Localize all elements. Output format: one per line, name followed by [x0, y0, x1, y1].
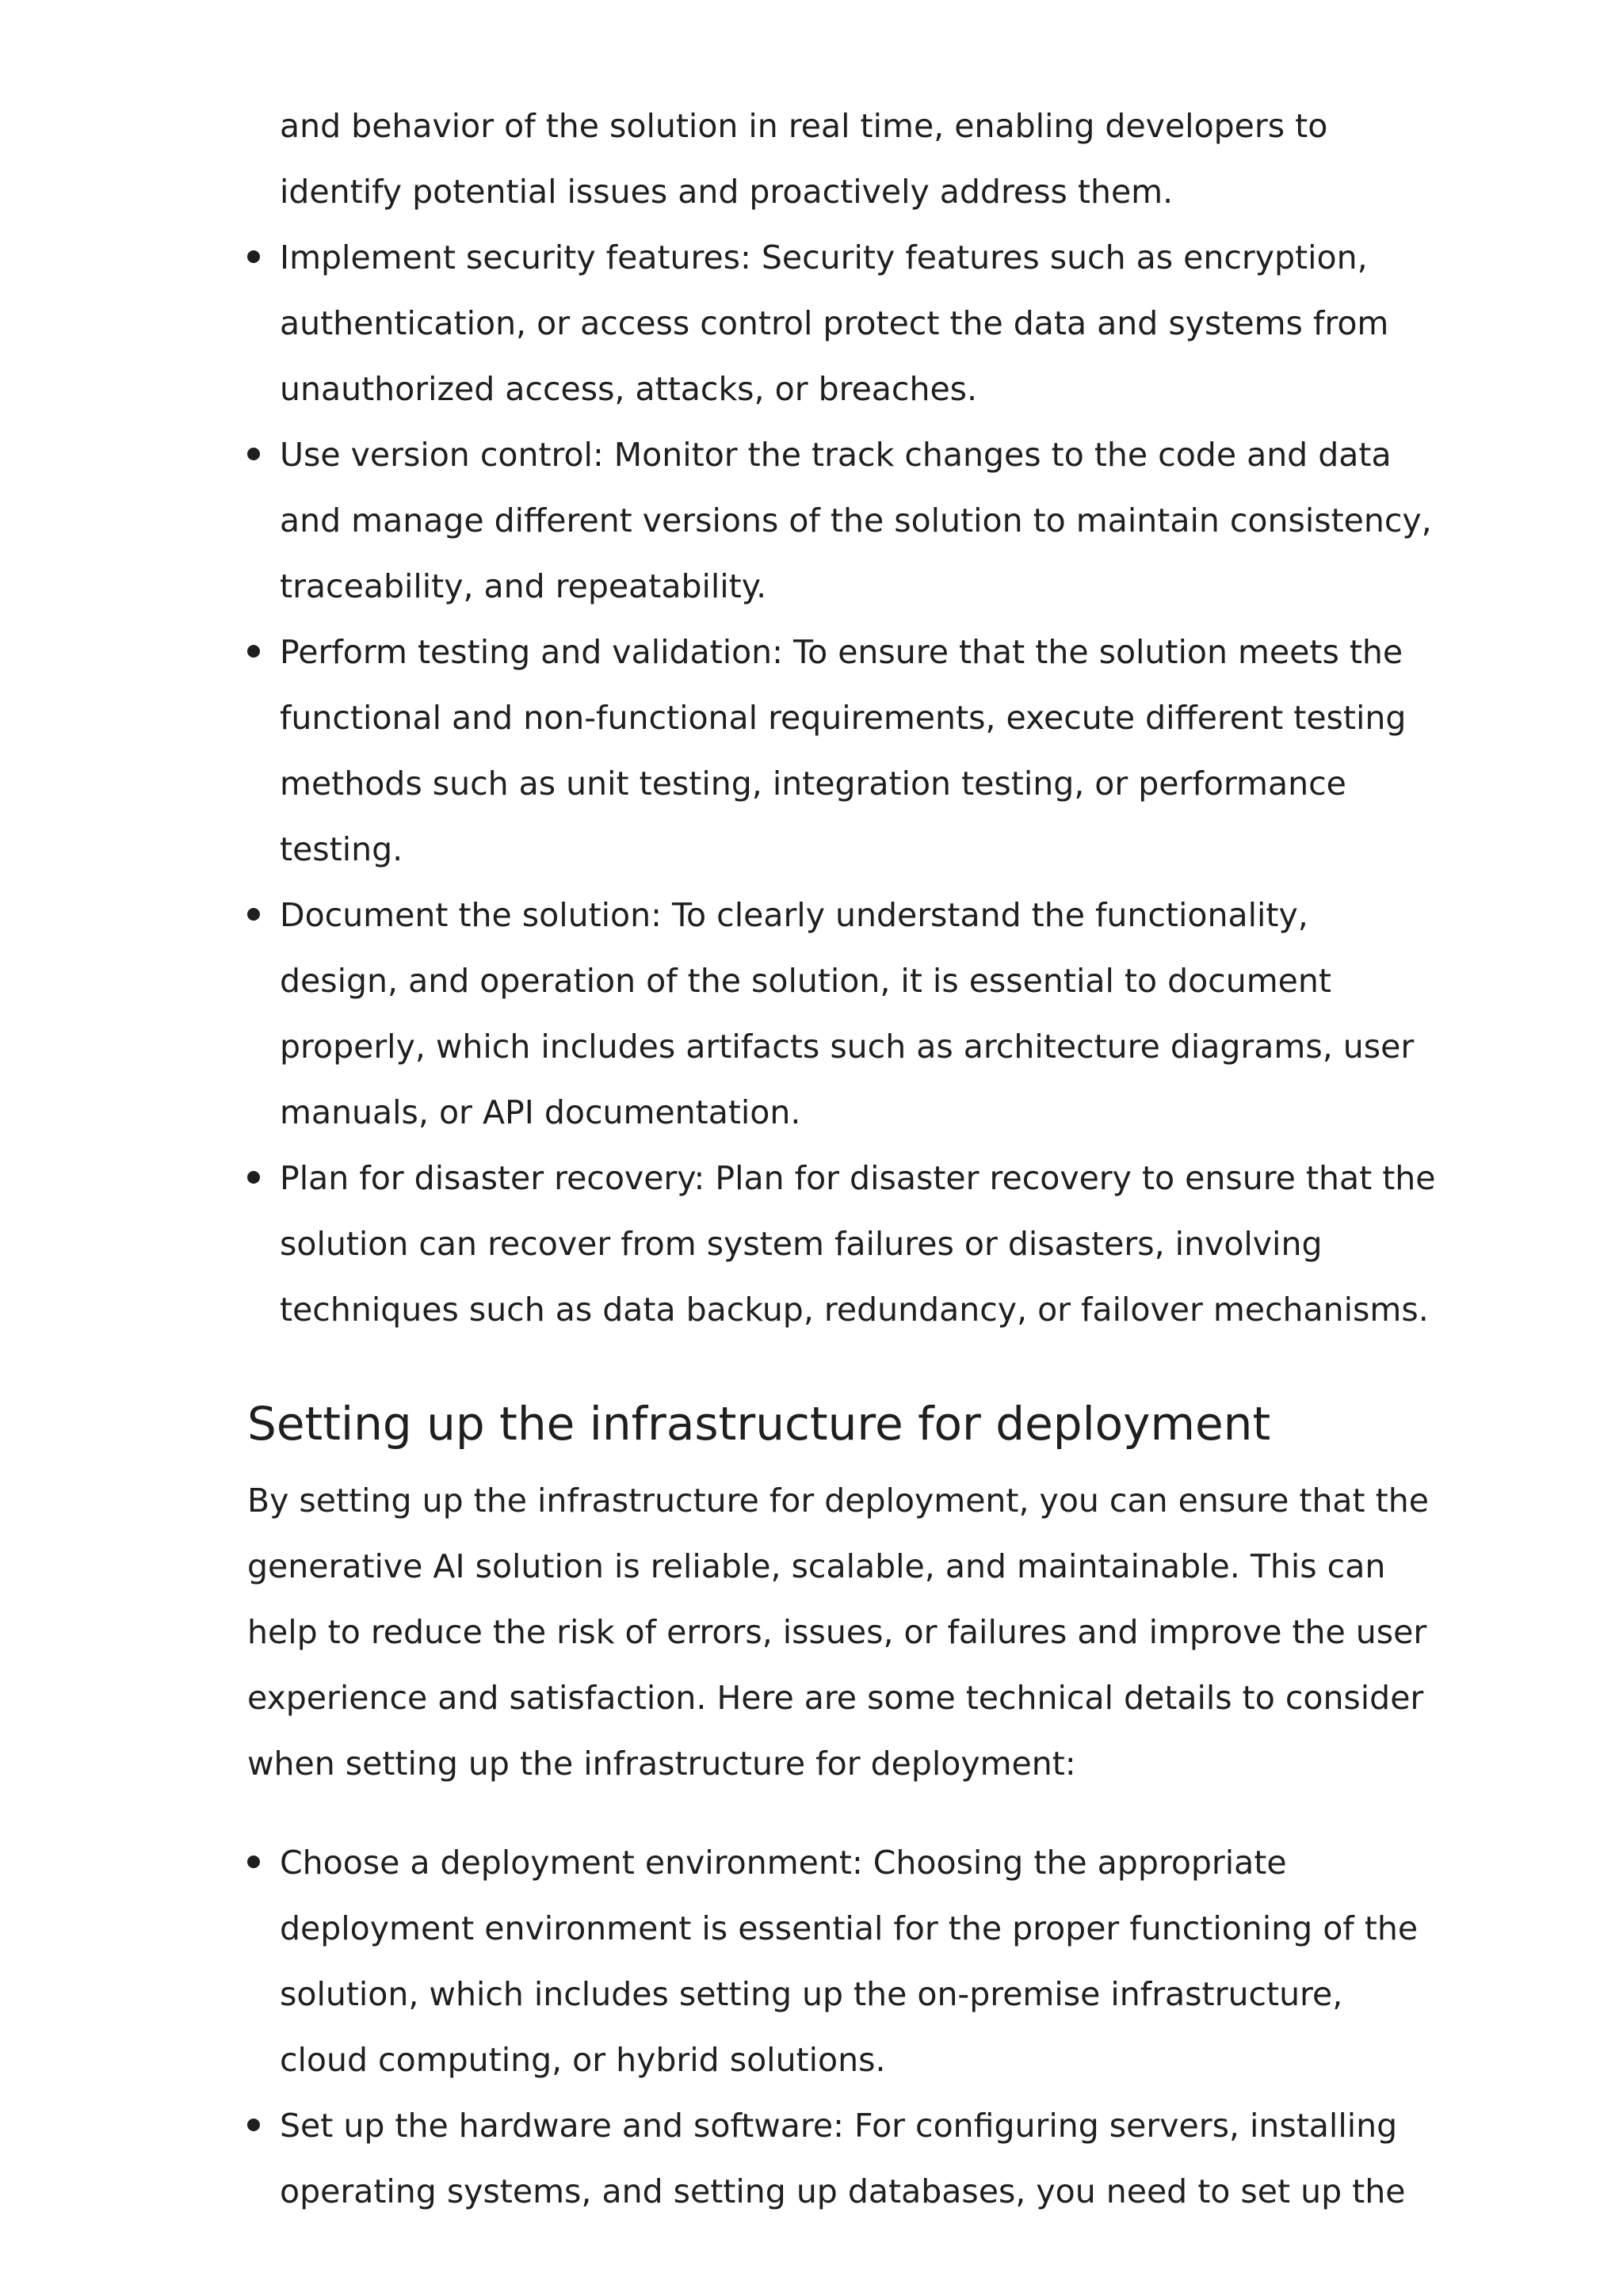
section-heading: Setting up the infrastructure for deployment: [247, 1397, 1271, 1451]
bullet-list-top: [247, 93, 1436, 1343]
bullet-dot: [247, 250, 260, 263]
bullet-dot: [247, 2119, 260, 2131]
list-item: [247, 1146, 1436, 1343]
bullet-dot: [247, 645, 260, 658]
list-item: [247, 883, 1436, 1146]
list-item-text: Use version control: Monitor the track changes to the code and data and manage different versions of the solution to maintain consistency, traceability, and repeatability.: [280, 436, 1432, 605]
list-item-text: Perform testing and validation: To ensure that the solution meets the functional and non-functional requirements, execute different testing methods such as unit testing, integration testing, or performance testing.: [280, 633, 1407, 868]
section-intro-paragraph: By setting up the infrastructure for deployment, you can ensure that the generative AI solution is reliable, scalable, and maintainable. This can help to reduce the risk of errors, issues, or failures and improve the user experience and satisfaction. Here are some technical details to consider when setting up the infrastructure for deployment:: [247, 1482, 1429, 1783]
list-item: [247, 2093, 1436, 2225]
bullet-dot: [247, 1171, 260, 1184]
list-item-text: Plan for disaster recovery: Plan for disaster recovery to ensure that the solution can recover from system failures or disasters, involving techniques such as data backup, redundancy, or failover mechanisms.: [280, 1159, 1436, 1329]
bullet-dot: [247, 908, 260, 921]
list-item-text: and behavior of the solution in real time, enabling developers to identify potential issues and proactively address them.: [280, 107, 1328, 211]
bullet-dot: [247, 1855, 260, 1868]
list-item-text: Choose a deployment environment: Choosing the appropriate deployment environment is essential for the proper functioning of the solution, which includes setting up the on-premise infrastructure, cloud computing, or hybrid solutions.: [280, 1844, 1419, 2079]
list-item: [247, 225, 1436, 422]
list-item-text: Set up the hardware and software: For configuring servers, installing operating systems, and setting up databases, you need to set up the: [280, 2107, 1406, 2210]
list-item-text: Implement security features: Security features such as encryption, authentication, or access control protect the data and systems from unauthorized access, attacks, or breaches.: [280, 238, 1389, 408]
list-item: [247, 422, 1436, 620]
list-item: [247, 620, 1436, 883]
document-page: [247, 93, 1436, 2225]
bullet-list-section: [247, 1830, 1436, 2225]
list-item: [247, 1830, 1436, 2093]
list-item-continuation: [247, 93, 1436, 225]
list-item-text: Document the solution: To clearly understand the functionality, design, and operation of the solution, it is essential to document properly, which includes artifacts such as architecture diagrams, user manuals, or API documentation.: [280, 896, 1415, 1131]
bullet-dot: [247, 448, 260, 460]
